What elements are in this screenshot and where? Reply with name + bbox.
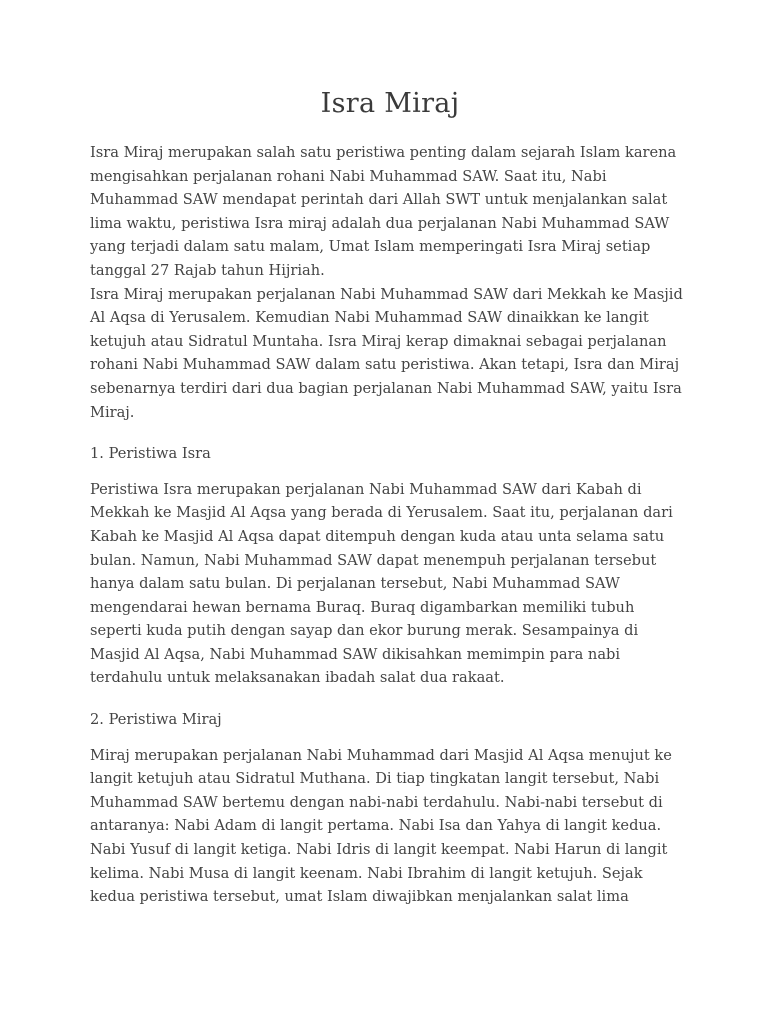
section-2-heading: 2. Peristiwa Miraj	[90, 711, 222, 729]
spacer	[90, 424, 690, 442]
document-page	[90, 88, 690, 909]
section-2-paragraph: Miraj merupakan perjalanan Nabi Muhammad dari Masjid Al Aqsa menujut ke langit ketujuh atau Sidratul Muthana. Di tiap tingkatan langit tersebut, Nabi Muhammad SAW bertemu dengan nabi-nabi terdahulu. Nabi-nabi tersebut di antaranya: Nabi Adam di langit pertama. Nabi Isa dan Yahya di langit kedua. Nabi Yusuf di langit ketiga. Nabi Idris di langit keempat. Nabi Harun di langit kelima. Nabi Musa di langit keenam. Nabi Ibrahim di langit ketujuh. Sejak kedua peristiwa tersebut, umat Islam diwajibkan menjalankan salat lima	[90, 746, 672, 906]
spacer	[90, 466, 690, 478]
spacer	[90, 690, 690, 708]
spacer	[90, 732, 690, 744]
document-title: Isra Miraj	[320, 88, 460, 119]
section-1-heading: 1. Peristiwa Isra	[90, 445, 211, 463]
intro-paragraph-1: Isra Miraj merupakan salah satu peristiwa penting dalam sejarah Islam karena mengisahkan perjalanan rohani Nabi Muhammad SAW. Saat itu, Nabi Muhammad SAW mendapat perintah dari Allah SWT untuk menjalankan salat lima waktu, peristiwa Isra miraj adalah dua perjalanan Nabi Muhammad SAW yang terjadi dalam satu malam, Umat Islam memperingati Isra Miraj setiap tanggal 27 Rajab tahun Hijriah.	[90, 144, 677, 279]
intro-paragraph-2: Isra Miraj merupakan perjalanan Nabi Muhammad SAW dari Mekkah ke Masjid Al Aqsa di Yerusalem. Kemudian Nabi Muhammad SAW dinaikkan ke langit ketujuh atau Sidratul Muntaha. Isra Miraj kerap dimaknai sebagai perjalanan rohani Nabi Muhammad SAW dalam satu peristiwa. Akan tetapi, Isra dan Miraj sebenarnya terdiri dari dua bagian perjalanan Nabi Muhammad SAW, yaitu Isra Miraj.	[90, 285, 683, 421]
section-1-paragraph: Peristiwa Isra merupakan perjalanan Nabi Muhammad SAW dari Kabah di Mekkah ke Masjid Al Aqsa yang berada di Yerusalem. Saat itu, perjalanan dari Kabah ke Masjid Al Aqsa dapat ditempuh dengan kuda atau unta selama satu bulan. Namun, Nabi Muhammad SAW dapat menempuh perjalanan tersebut hanya dalam satu bulan. Di perjalanan tersebut, Nabi Muhammad SAW mengendarai hewan bernama Buraq. Buraq digambarkan memiliki tubuh seperti kuda putih dengan sayap dan ekor burung merak. Sesampainya di Masjid Al Aqsa, Nabi Muhammad SAW dikisahkan memimpin para nabi terdahulu untuk melaksanakan ibadah salat dua rakaat.	[90, 480, 673, 687]
